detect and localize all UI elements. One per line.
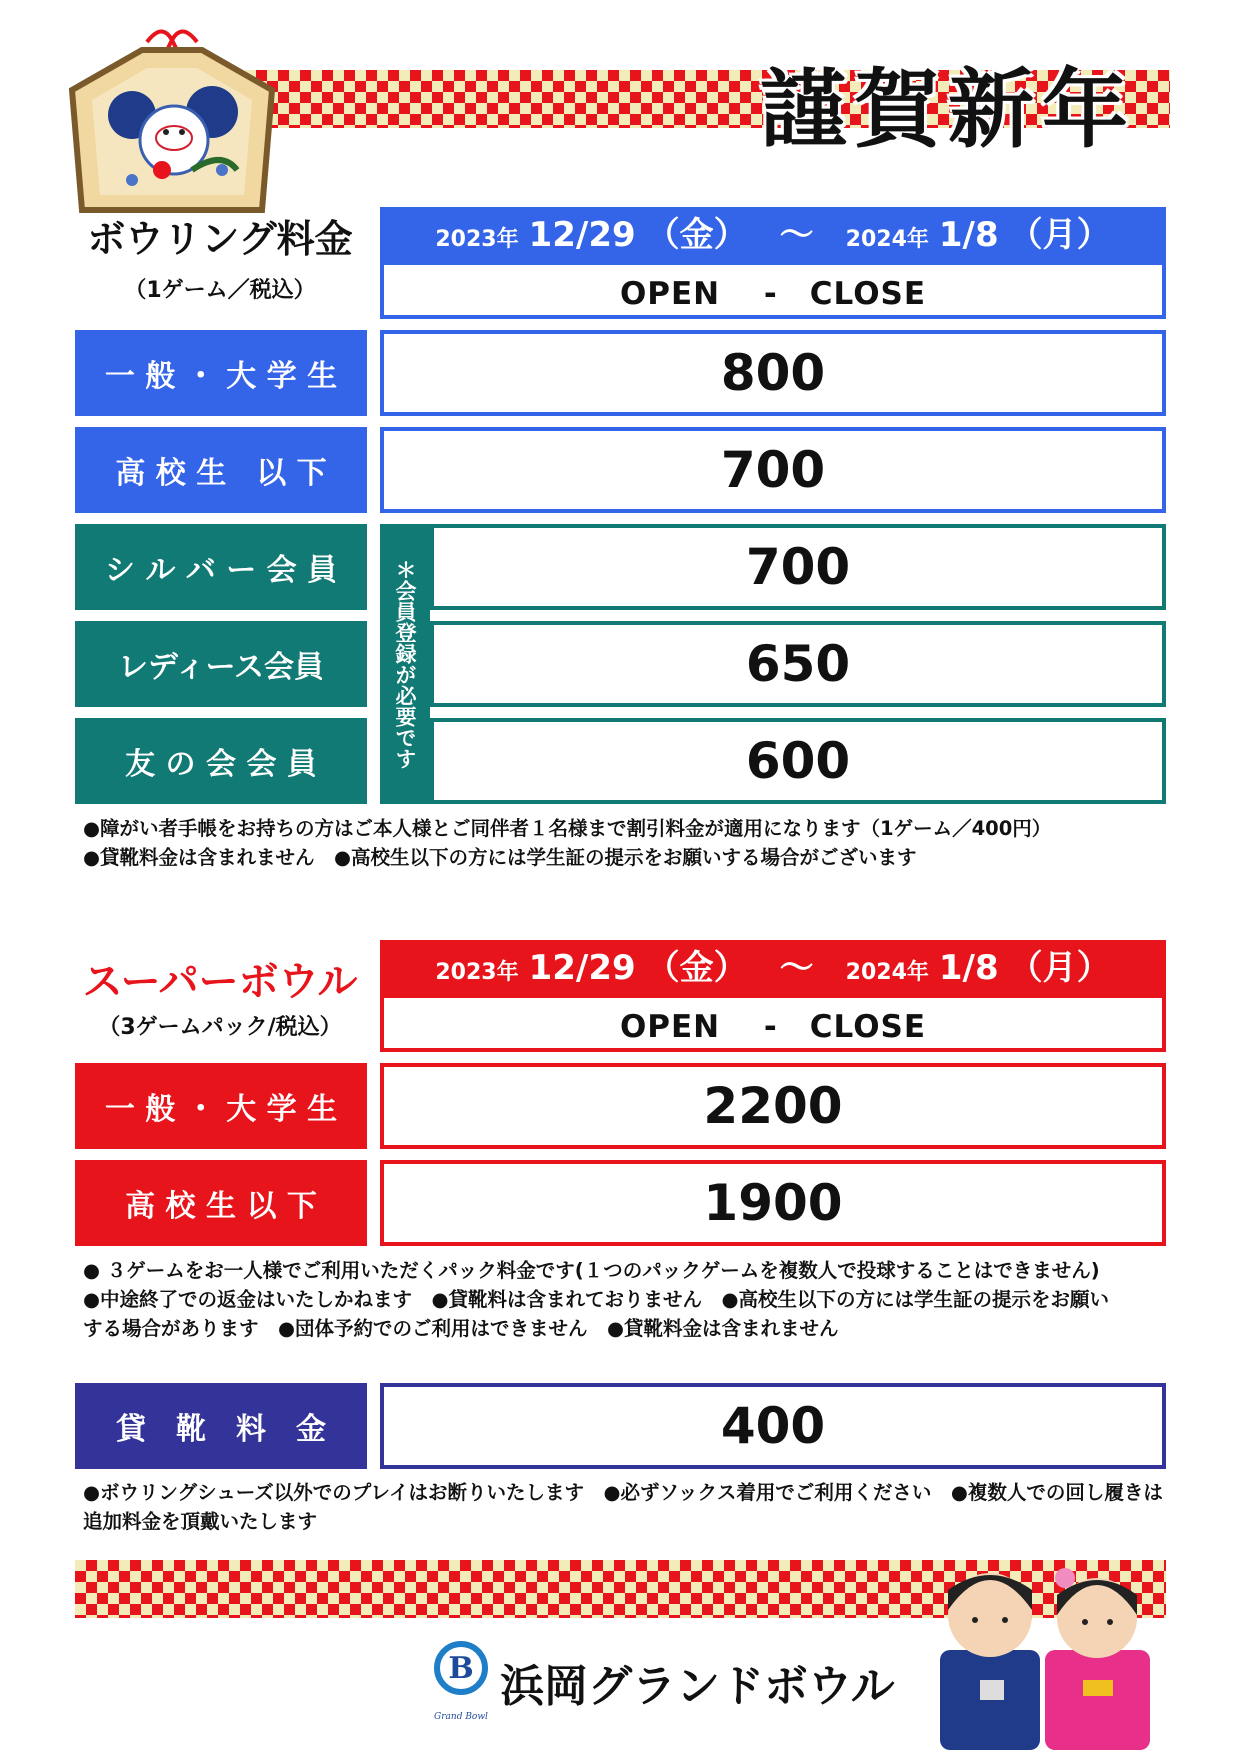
superbowl-date-range: [380, 940, 1166, 998]
range-tilde: 〜: [779, 215, 814, 255]
note-line: ●ボウリングシューズ以外でのプレイはお断りいたします ●必ずソックス着用でご利用ください ●複数人での回し履きは: [83, 1481, 1163, 1504]
membership-required-text: ＊会員登録が必要です: [393, 559, 417, 769]
logo-script-text: Grand Bowl: [434, 1712, 488, 1722]
grand-bowl-logo: [432, 1638, 490, 1722]
price-high-school: 700: [380, 427, 1166, 513]
label-general: 一 般 ・ 大 学 生: [75, 330, 367, 416]
end-date: 1/8: [938, 948, 999, 988]
shoe-notes: [83, 1478, 1183, 1536]
superbowl-subtitle: （3ゲームパック/税込）: [98, 1015, 342, 1040]
start-date: 12/29: [528, 948, 636, 988]
new-year-greeting: 謹賀新年: [760, 59, 1136, 160]
bowling-hours: OPEN - CLOSE: [380, 265, 1166, 319]
start-weekday: （金）: [645, 215, 748, 255]
end-weekday: （月）: [1008, 215, 1111, 255]
start-weekday: （金）: [645, 948, 748, 988]
end-date: 1/8: [938, 215, 999, 255]
start-year: 2023年: [435, 227, 519, 252]
end-year: 2024年: [845, 227, 929, 252]
brand-name: 浜岡グランドボウル: [500, 1661, 895, 1712]
membership-required-note: [380, 524, 430, 804]
price-sb-general: 2200: [380, 1063, 1166, 1149]
superbowl-hours: OPEN - CLOSE: [380, 998, 1166, 1052]
superbowl-notes: [83, 1256, 1183, 1343]
range-tilde: 〜: [779, 948, 814, 988]
price-silver-member: 700: [430, 524, 1166, 610]
note-line: 追加料金を頂戴いたします: [83, 1510, 318, 1533]
price-friends-member: 600: [430, 718, 1166, 804]
label-friends-member: 友 の 会 会 員: [75, 718, 367, 804]
label-sb-high-school: 高 校 生 以 下: [75, 1160, 367, 1246]
bowling-date-range: [380, 207, 1166, 265]
start-date: 12/29: [528, 215, 636, 255]
start-year: 2023年: [435, 960, 519, 985]
note-line: する場合があります ●団体予約でのご利用はできません ●貸靴料金は含まれません: [83, 1317, 839, 1340]
bowling-fee-title: ボウリング料金: [87, 217, 353, 261]
kids-kimono-illustration: [925, 1530, 1165, 1755]
label-ladies-member: レディース会員: [75, 621, 367, 707]
ema-dragon-illustration: [62, 20, 277, 220]
price-general: 800: [380, 330, 1166, 416]
bowling-notes: [83, 814, 1173, 872]
price-sb-high-school: 1900: [380, 1160, 1166, 1246]
end-year: 2024年: [845, 960, 929, 985]
label-high-school: 高 校 生 以 下: [75, 427, 367, 513]
label-sb-general: 一 般 ・ 大 学 生: [75, 1063, 367, 1149]
note-line: ●障がい者手帳をお持ちの方はご本人様とご同伴者１名様まで割引料金が適用になります（1ゲーム／400円）: [83, 817, 1052, 840]
superbowl-title: スーパーボウル: [82, 959, 358, 1005]
note-line: ●貸靴料金は含まれません ●高校生以下の方には学生証の提示をお願いする場合がございます: [83, 846, 917, 869]
price-ladies-member: 650: [430, 621, 1166, 707]
bowling-fee-subtitle: （1ゲーム／税込）: [124, 278, 316, 303]
end-weekday: （月）: [1008, 948, 1111, 988]
note-line: ● ３ゲームをお一人様でご利用いただくパック料金です(１つのパックゲームを複数人で投球することはできません): [83, 1259, 1100, 1282]
svg-text:B: B: [448, 1651, 474, 1686]
label-silver-member: シ ル バ ー 会 員: [75, 524, 367, 610]
price-shoe-rental: 400: [380, 1383, 1166, 1469]
label-shoe-rental: 貸 靴 料 金: [75, 1383, 367, 1469]
note-line: ●中途終了での返金はいたしかねます ●貸靴料は含まれておりません ●高校生以下の方には学生証の提示をお願い: [83, 1288, 1110, 1311]
